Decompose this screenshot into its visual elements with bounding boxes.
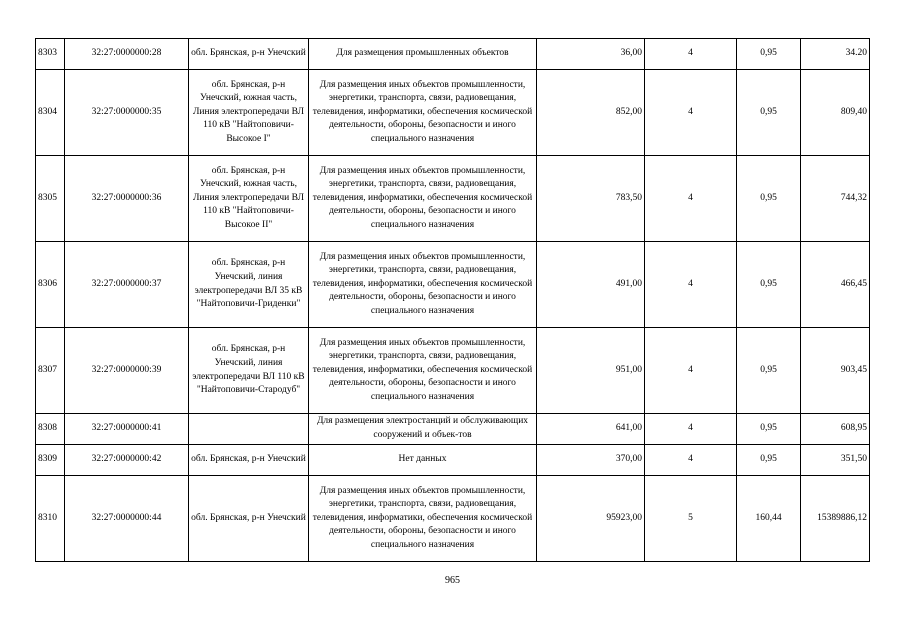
group-cell: 4 — [645, 328, 737, 414]
cadastral-number-cell: 32:27:0000000:37 — [65, 242, 189, 328]
area-cell: 36,00 — [537, 39, 645, 70]
table-row — [36, 328, 870, 414]
table-row — [36, 70, 870, 156]
permitted-use-cell: Для размещения иных объектов промышленности, энергетики, транспорта, связи, радиовещания, телевидения, информатики, обеспечения космической деятельности, обороны, безопасности и иного специального назначения — [309, 328, 537, 414]
group-cell: 4 — [645, 445, 737, 476]
area-cell: 370,00 — [537, 445, 645, 476]
cadastral-number-cell: 32:27:0000000:39 — [65, 328, 189, 414]
group-cell: 5 — [645, 476, 737, 562]
address-cell: обл. Брянская, р-н Унечский — [189, 476, 309, 562]
value-cell: 744,32 — [801, 156, 870, 242]
cadastral-number-cell: 32:27:0000000:28 — [65, 39, 189, 70]
table-row — [36, 476, 870, 562]
coefficient-cell: 0,95 — [737, 328, 801, 414]
row-number-cell: 8310 — [36, 476, 65, 562]
group-cell: 4 — [645, 70, 737, 156]
permitted-use-cell: Для размещения иных объектов промышленности, энергетики, транспорта, связи, радиовещания, телевидения, информатики, обеспечения космической деятельности, обороны, безопасности и иного специального назначения — [309, 242, 537, 328]
value-cell: 809,40 — [801, 70, 870, 156]
coefficient-cell: 0,95 — [737, 242, 801, 328]
table-row — [36, 445, 870, 476]
area-cell: 491,00 — [537, 242, 645, 328]
permitted-use-cell: Нет данных — [309, 445, 537, 476]
permitted-use-cell: Для размещения иных объектов промышленности, энергетики, транспорта, связи, радиовещания, телевидения, информатики, обеспечения космической деятельности, обороны, безопасности и иного специального назначения — [309, 476, 537, 562]
coefficient-cell: 160,44 — [737, 476, 801, 562]
value-cell: 903,45 — [801, 328, 870, 414]
cadastral-number-cell: 32:27:0000000:35 — [65, 70, 189, 156]
coefficient-cell: 0,95 — [737, 445, 801, 476]
value-cell: 351,50 — [801, 445, 870, 476]
permitted-use-cell: Для размещения электростанций и обслуживающих сооружений и объек-тов — [309, 414, 537, 445]
row-number-cell: 8308 — [36, 414, 65, 445]
area-cell: 641,00 — [537, 414, 645, 445]
area-cell: 783,50 — [537, 156, 645, 242]
land-plots-table — [35, 38, 870, 562]
value-cell: 34.20 — [801, 39, 870, 70]
cadastral-number-cell: 32:27:0000000:41 — [65, 414, 189, 445]
address-cell — [189, 414, 309, 445]
table-row — [36, 242, 870, 328]
coefficient-cell: 0,95 — [737, 39, 801, 70]
permitted-use-cell: Для размещения иных объектов промышленности, энергетики, транспорта, связи, радиовещания, телевидения, информатики, обеспечения космической деятельности, обороны, безопасности и иного специального назначения — [309, 70, 537, 156]
row-number-cell: 8304 — [36, 70, 65, 156]
group-cell: 4 — [645, 414, 737, 445]
table-row — [36, 414, 870, 445]
address-cell: обл. Брянская, р-н Унечский, южная часть, Линия электропередачи ВЛ 110 кВ "Найтоповичи-Высокое II" — [189, 156, 309, 242]
coefficient-cell: 0,95 — [737, 414, 801, 445]
permitted-use-cell: Для размещения иных объектов промышленности, энергетики, транспорта, связи, радиовещания, телевидения, информатики, обеспечения космической деятельности, обороны, безопасности и иного специального назначения — [309, 156, 537, 242]
address-cell: обл. Брянская, р-н Унечский — [189, 445, 309, 476]
cadastral-number-cell: 32:27:0000000:36 — [65, 156, 189, 242]
value-cell: 15389886,12 — [801, 476, 870, 562]
coefficient-cell: 0,95 — [737, 70, 801, 156]
cadastral-number-cell: 32:27:0000000:44 — [65, 476, 189, 562]
cadastral-number-cell: 32:27:0000000:42 — [65, 445, 189, 476]
group-cell: 4 — [645, 39, 737, 70]
row-number-cell: 8309 — [36, 445, 65, 476]
address-cell: обл. Брянская, р-н Унечский, линия электропередачи ВЛ 110 кВ "Найтоповичи-Стародуб" — [189, 328, 309, 414]
value-cell: 608,95 — [801, 414, 870, 445]
page-number: 965 — [445, 575, 460, 586]
row-number-cell: 8303 — [36, 39, 65, 70]
area-cell: 852,00 — [537, 70, 645, 156]
address-cell: обл. Брянская, р-н Унечский, южная часть, Линия электропередачи ВЛ 110 кВ "Найтоповичи-Высокое I" — [189, 70, 309, 156]
address-cell: обл. Брянская, р-н Унечский, линия электропередачи ВЛ 35 кВ "Найтоповичи-Гриденки" — [189, 242, 309, 328]
table-row — [36, 39, 870, 70]
group-cell: 4 — [645, 156, 737, 242]
address-cell: обл. Брянская, р-н Унечский — [189, 39, 309, 70]
row-number-cell: 8305 — [36, 156, 65, 242]
permitted-use-cell: Для размещения промышленных объектов — [309, 39, 537, 70]
table-row — [36, 156, 870, 242]
row-number-cell: 8307 — [36, 328, 65, 414]
row-number-cell: 8306 — [36, 242, 65, 328]
coefficient-cell: 0,95 — [737, 156, 801, 242]
area-cell: 951,00 — [537, 328, 645, 414]
group-cell: 4 — [645, 242, 737, 328]
value-cell: 466,45 — [801, 242, 870, 328]
area-cell: 95923,00 — [537, 476, 645, 562]
